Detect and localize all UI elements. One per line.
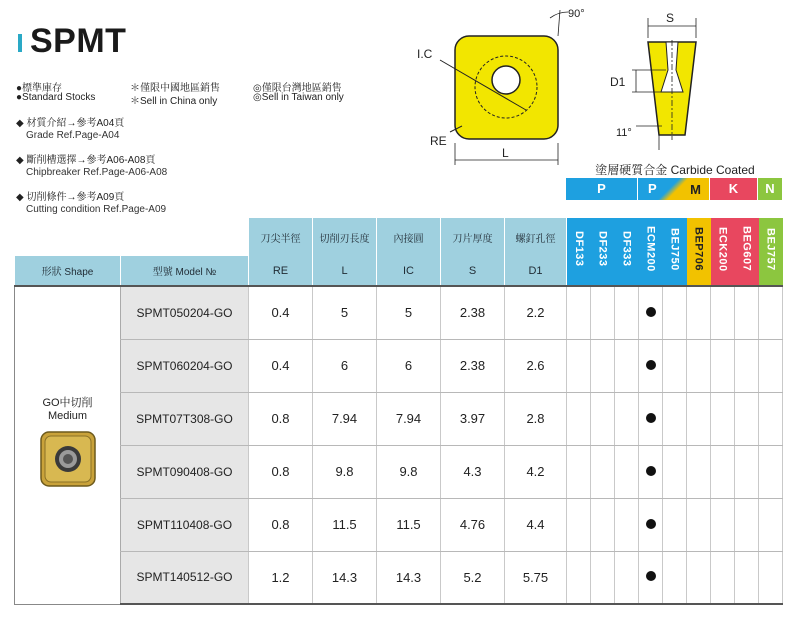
model-cell: SPMT060204-GO — [121, 339, 249, 392]
filled-dot-icon: ● — [16, 83, 23, 94]
grade-header-bep706: BEP706 — [687, 218, 711, 286]
l-cell: 14.3 — [313, 551, 377, 604]
re-cell: 0.8 — [249, 392, 313, 445]
legend-standard-zh: ●標準庫存 — [16, 83, 63, 94]
l-cell: 9.8 — [313, 445, 377, 498]
grade-header-ecm200: ECM200 — [639, 218, 663, 286]
table-row — [15, 498, 783, 551]
legend-china-en: ＊Sell in China only — [130, 96, 218, 107]
stock-cell-ecm200 — [639, 498, 663, 551]
shape-label-zh: GO中切削 — [42, 396, 93, 409]
shape-label-en: Medium — [47, 409, 88, 422]
iso-group-p-m: P M — [638, 178, 709, 200]
iso-group-n: N — [758, 178, 782, 200]
ic-cell: 14.3 — [377, 551, 441, 604]
stock-cell-ecm200 — [639, 339, 663, 392]
angle-90-label: 90° — [568, 8, 585, 20]
table-row — [15, 445, 783, 498]
s-cell: 2.38 — [441, 339, 505, 392]
diamond-bullet-icon: ◆ — [16, 118, 27, 129]
diamond-bullet-icon: ◆ — [16, 155, 27, 166]
re-cell: 1.2 — [249, 551, 313, 604]
d1-cell: 2.2 — [505, 286, 567, 339]
col-shape: 形狀 Shape — [15, 256, 121, 286]
col-d1-zh: 螺釘孔徑 — [505, 218, 567, 256]
col-re-zh: 刀尖半徑 — [249, 218, 313, 256]
d1-cell: 2.8 — [505, 392, 567, 445]
diamond-bullet-icon: ◆ — [16, 192, 27, 203]
title-accent-bar — [18, 34, 22, 52]
stock-dot-icon — [646, 571, 656, 581]
model-cell: SPMT07T308-GO — [121, 392, 249, 445]
re-cell: 0.8 — [249, 445, 313, 498]
l-cell: 5 — [313, 286, 377, 339]
col-ic-en: IC — [377, 256, 441, 286]
ic-cell: 5 — [377, 286, 441, 339]
d1-cell: 5.75 — [505, 551, 567, 604]
ic-label: I.C — [417, 47, 433, 61]
s-label: S — [666, 11, 675, 25]
model-cell: SPMT110408-GO — [121, 498, 249, 551]
stock-dot-icon — [646, 466, 656, 476]
col-re-en: RE — [249, 256, 313, 286]
ref-grade: ◆ 材質介紹→參考A04頁 Grade Ref.Page-A04 — [16, 118, 125, 141]
screw-hole — [492, 66, 520, 94]
re-label: RE — [430, 134, 447, 148]
d1-cell: 2.6 — [505, 339, 567, 392]
s-cell: 2.38 — [441, 286, 505, 339]
s-cell: 4.3 — [441, 445, 505, 498]
re-cell: 0.8 — [249, 498, 313, 551]
legend-standard-en: ●Standard Stocks — [16, 92, 96, 103]
col-s-en: S — [441, 256, 505, 286]
ic-cell: 7.94 — [377, 392, 441, 445]
col-s-zh: 刀片厚度 — [441, 218, 505, 256]
stock-dot-icon — [646, 519, 656, 529]
ic-cell: 9.8 — [377, 445, 441, 498]
carbide-coated-heading: 塗層硬質合金 Carbide Coated — [595, 163, 755, 177]
l-label: L — [502, 146, 509, 160]
model-cell: SPMT050204-GO — [121, 286, 249, 339]
insert-photo-icon — [38, 429, 98, 489]
s-cell: 4.76 — [441, 498, 505, 551]
col-d1-en: D1 — [505, 256, 567, 286]
d1-label: D1 — [610, 75, 626, 89]
table-row — [15, 392, 783, 445]
legend-taiwan-zh: ◎僅限台灣地區銷售 — [253, 83, 342, 94]
s-cell: 5.2 — [441, 551, 505, 604]
grade-header-bej750: BEJ750 — [663, 218, 687, 286]
stock-cell-ecm200 — [639, 551, 663, 604]
angle-90-arc — [550, 12, 568, 18]
grade-header-beg607: BEG607 — [735, 218, 759, 286]
stock-dot-icon — [646, 360, 656, 370]
d1-cell: 4.4 — [505, 498, 567, 551]
s-cell: 3.97 — [441, 392, 505, 445]
grade-header-bej757: BEJ757 — [759, 218, 783, 286]
angle-11-label: 11° — [616, 127, 632, 139]
col-model: 型號 Model № — [121, 256, 249, 286]
table-row — [15, 339, 783, 392]
model-cell: SPMT090408-GO — [121, 445, 249, 498]
grade-header-eck200: ECK200 — [711, 218, 735, 286]
iso-group-k: K — [710, 178, 757, 200]
page-title: SPMT — [30, 22, 127, 60]
legend-taiwan-en: ◎Sell in Taiwan only — [253, 92, 344, 103]
stock-dot-icon — [646, 413, 656, 423]
insert-technical-drawing — [400, 0, 800, 168]
ic-cell: 6 — [377, 339, 441, 392]
ref-chipbreaker: ◆ 斷削槽選擇→參考A06-A08頁 Chipbreaker Ref.Page-A06-A08 — [16, 155, 168, 178]
re-cell: 0.4 — [249, 286, 313, 339]
table-row — [15, 551, 783, 604]
l-cell: 6 — [313, 339, 377, 392]
re-cell: 0.4 — [249, 339, 313, 392]
col-l-zh: 切削刃長度 — [313, 218, 377, 256]
filled-dot-icon: ● — [16, 92, 23, 103]
table-row — [15, 286, 783, 339]
iso-group-bar — [566, 178, 782, 200]
legend-china-zh: ＊僅限中國地區銷售 — [130, 83, 220, 94]
d1-cell: 4.2 — [505, 445, 567, 498]
shape-cell — [15, 286, 121, 604]
spec-table — [14, 218, 783, 605]
stock-cell-ecm200 — [639, 392, 663, 445]
stock-cell-ecm200 — [639, 445, 663, 498]
model-cell: SPMT140512-GO — [121, 551, 249, 604]
iso-group-p: P — [566, 178, 637, 200]
col-l-en: L — [313, 256, 377, 286]
ic-cell: 11.5 — [377, 498, 441, 551]
l-cell: 7.94 — [313, 392, 377, 445]
grade-header-df133: DF133 — [567, 218, 591, 286]
grade-header-df333: DF333 — [615, 218, 639, 286]
col-ic-zh: 內接圓 — [377, 218, 441, 256]
stock-dot-icon — [646, 307, 656, 317]
l-cell: 11.5 — [313, 498, 377, 551]
stock-cell-ecm200 — [639, 286, 663, 339]
grade-header-df233: DF233 — [591, 218, 615, 286]
ref-cutting-condition: ◆ 切削條件→參考A09頁 Cutting condition Ref.Page-A09 — [16, 192, 167, 215]
